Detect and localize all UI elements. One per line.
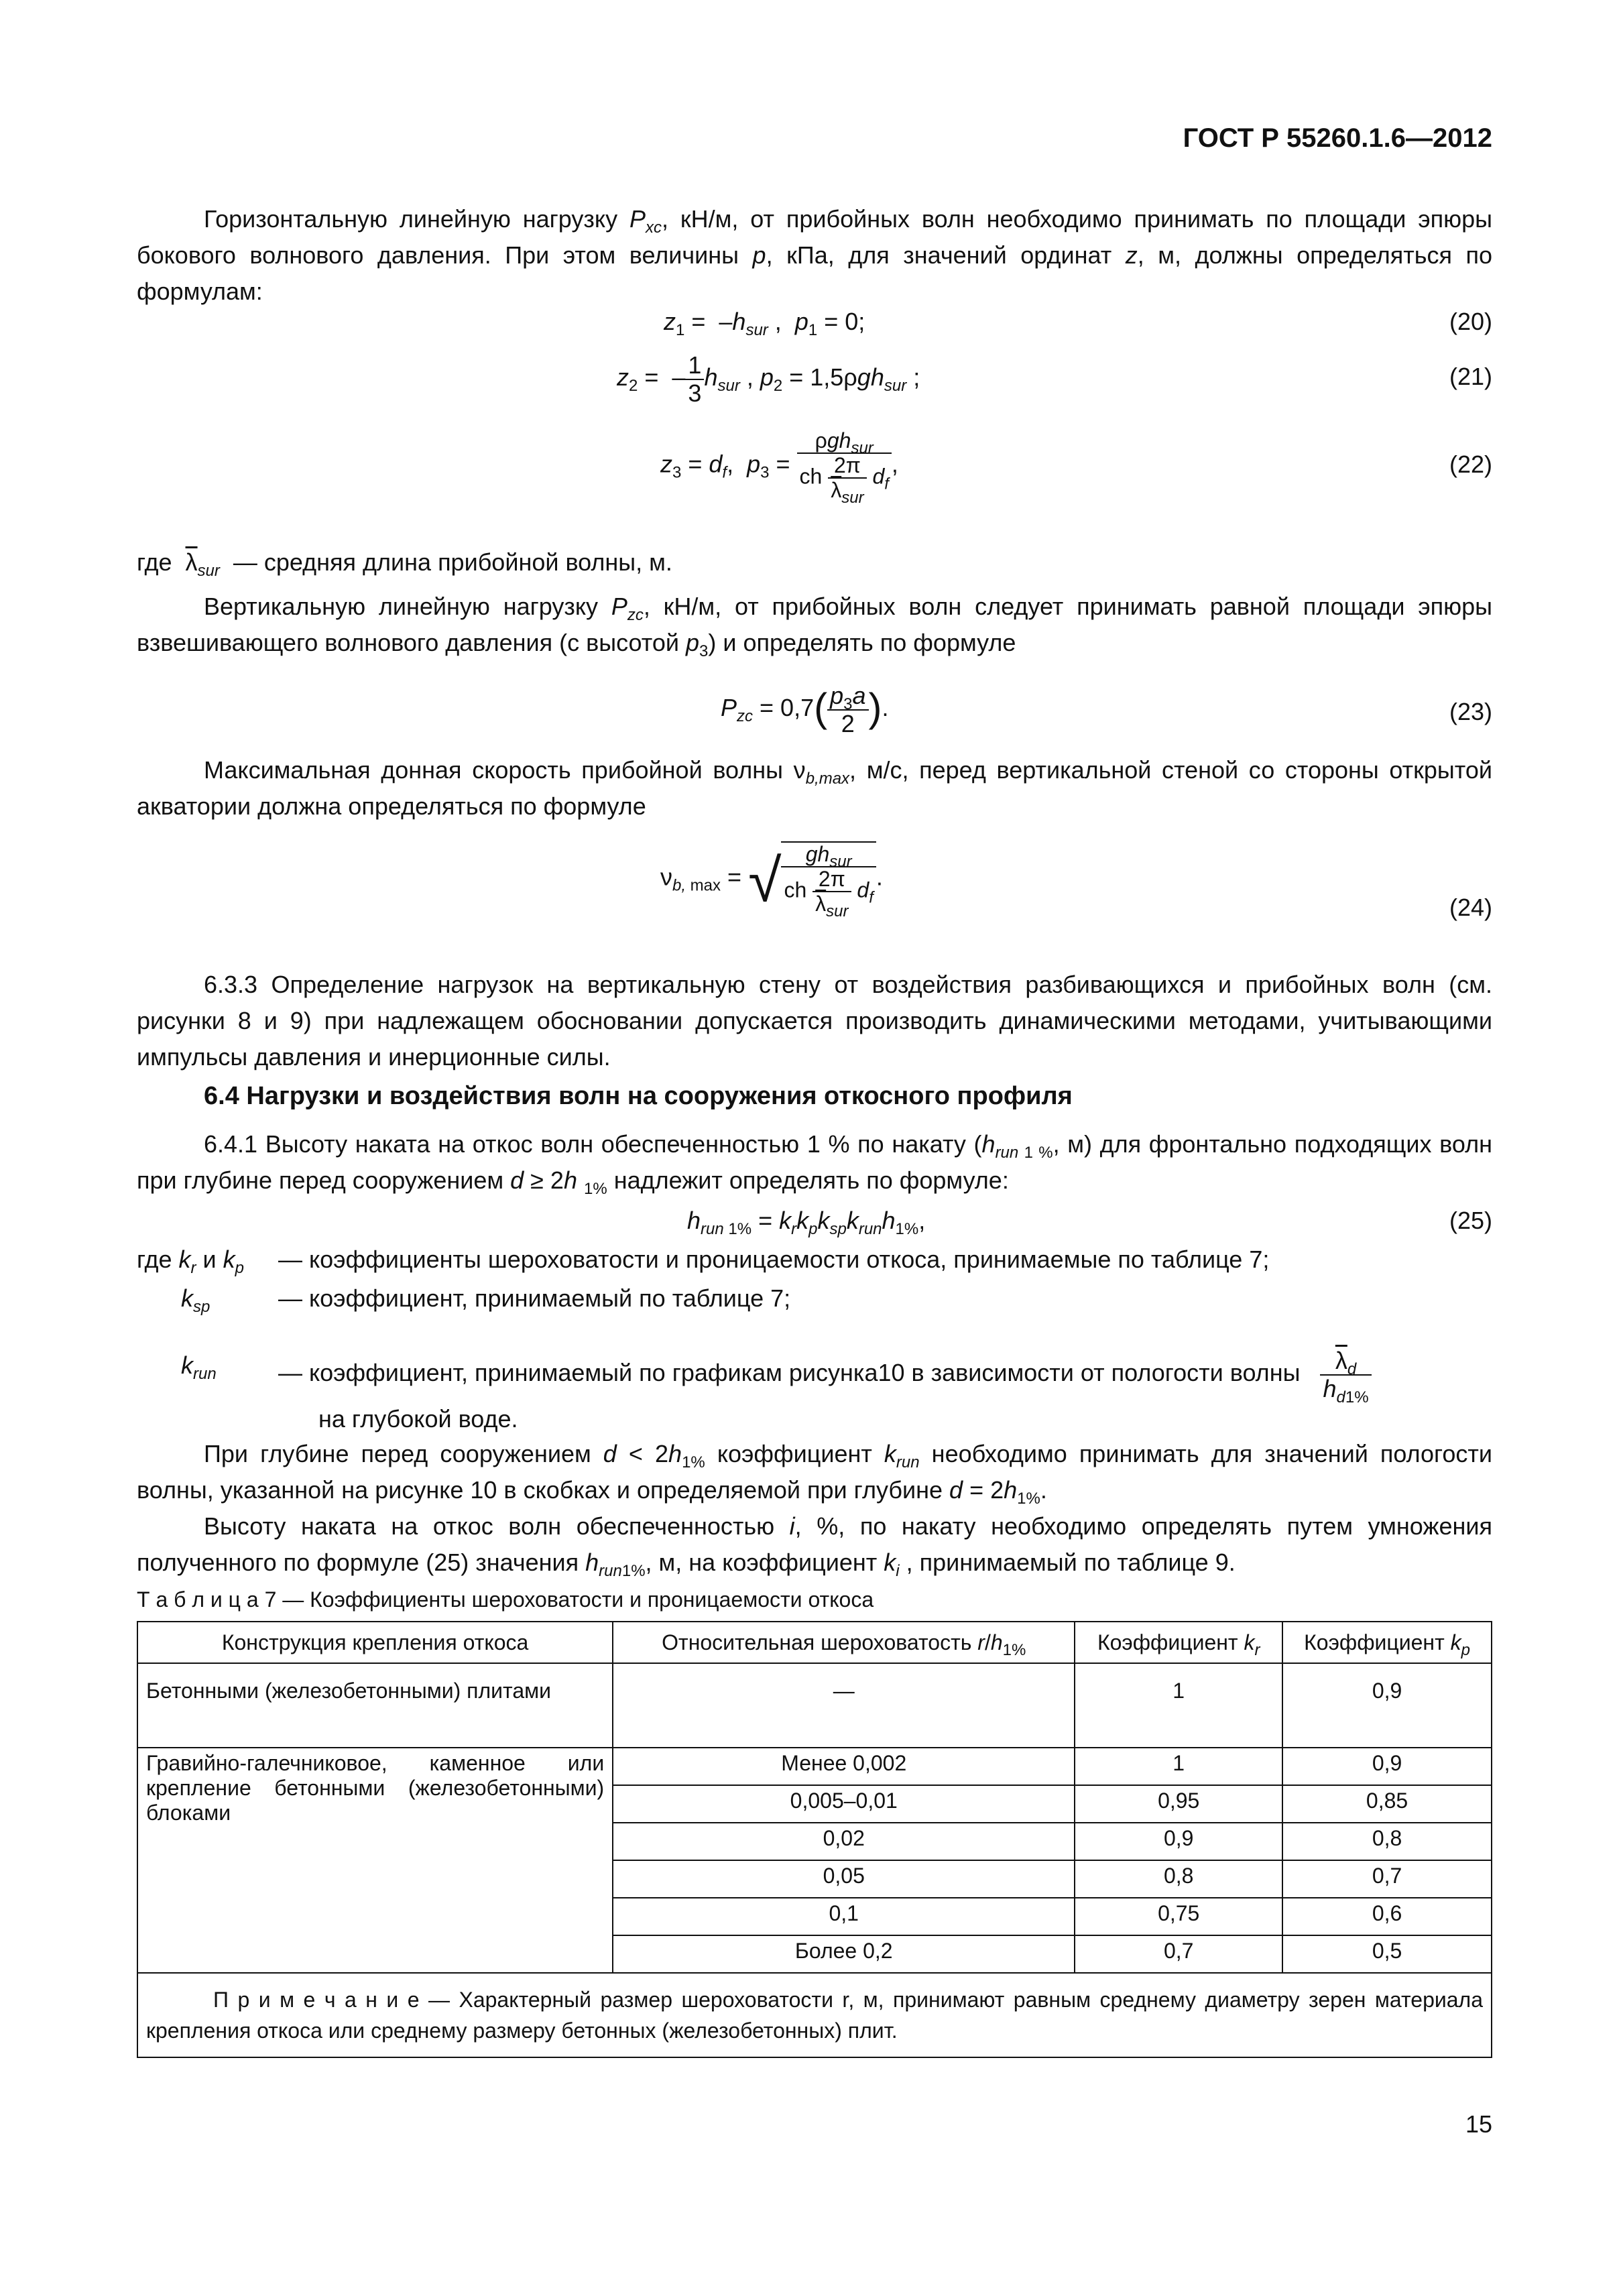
table-note	[137, 1973, 1492, 2057]
cell-kp: 0,8	[1282, 1823, 1492, 1860]
where-lambda-definition: где $\overline{\lambda}_{sur}$ — средняя длина прибойной волны, м.	[137, 548, 672, 580]
header-roughness: Относительная шероховатость $r/h_{1\%}$	[613, 1622, 1075, 1663]
paragraph-6-4-1: 6.4.1 Высоту наката на откос волн обеспеченностью 1 % по накату ($h_{run 1 \%}$, м) для фронтально подходящих волн при глубине перед сооружением d ≥ 2h $_{1\%}$ надлежит определять по формуле:	[137, 1130, 1493, 1198]
cell-roughness: 0,1	[613, 1898, 1075, 1935]
table-row	[137, 1748, 1492, 1785]
paragraph-6-3-3: 6.3.3 Определение нагрузок на вертикальную стену от воздействия разбивающихся и прибойных волн (см. рисунки 8 и 9) при надлежащем обосновании допускается производить динамическими методами, учитывающими импульсы давления и инерционные силы.	[137, 971, 1492, 1071]
formula-25: $h_{run 1\%} = k_rk_pk_{sp}k_{run}h_{1\%}$,	[687, 1207, 926, 1238]
cell-roughness: 0,005–0,01	[613, 1785, 1075, 1823]
cell-construction-group: Гравийно-галечниковое, каменное или крепление бетонными (железобетонными) блоками	[137, 1748, 613, 1973]
eq-number-20: (20)	[1449, 308, 1492, 335]
table-header-row	[137, 1622, 1492, 1663]
table-row	[137, 1663, 1492, 1748]
header-construction: Конструкция крепления откоса	[137, 1622, 613, 1663]
paragraph-horizontal-load: Горизонтальную линейную нагрузку $P_{xc}$, кН/м, от прибойных волн необходимо принимать по площади эпюры бокового волнового давления. При этом величины p, кПа, для значений ординат z, м, должны определяться по формулам:	[137, 205, 1492, 305]
table-7	[137, 1621, 1492, 2058]
cell-kr: 1	[1075, 1663, 1282, 1748]
cell-kp: 0,6	[1282, 1898, 1492, 1935]
definition-ksp-text: — коэффициент, принимаемый по таблице 7;	[278, 1284, 791, 1312]
cell-roughness: 0,02	[613, 1823, 1075, 1860]
cell-kr: 0,75	[1075, 1898, 1282, 1935]
formula-23: $P_{zc} = 0,7$( $\frac{p_3a}{2}$ ).	[721, 682, 889, 737]
definition-krun-label: — коэффициент, принимаемый по графикам рисунка10 в зависимости от пологости волны	[278, 1359, 1301, 1387]
eq-number-22: (22)	[1449, 450, 1492, 478]
eq-number-21: (21)	[1449, 363, 1492, 390]
cell-kr: 0,8	[1075, 1860, 1282, 1898]
paragraph-vertical-load: Вертикальную линейную нагрузку $P_{zc}$, кН/м, от прибойных волн следует принимать равной площади эпюры взвешивающего волнового давления (с высотой $p_3$) и определять по формуле	[137, 593, 1493, 660]
header-kr: Коэффициент $k_r$	[1075, 1622, 1282, 1663]
eq-number-25: (25)	[1449, 1207, 1492, 1234]
page-number: 15	[1465, 2110, 1492, 2138]
cell-roughness: —	[613, 1663, 1075, 1748]
formula-24: $\nu_{b, max}$ = √ $gh_{sur}$ ch $\frac{2\pi}{\overline{\lambda}_{sur}}$ $d_f$ .	[660, 842, 883, 921]
definition-ksp: $k_{sp}$	[181, 1284, 211, 1316]
cell-construction: Бетонными (железобетонными) плитами	[137, 1663, 613, 1748]
cell-kr: 0,9	[1075, 1823, 1282, 1860]
eq-number-24: (24)	[1449, 894, 1492, 921]
where-lambda-text: — средняя длина прибойной волны, м.	[233, 548, 672, 576]
definition-krun-text: — коэффициент, принимаемый по графикам рисунка10 в зависимости от пологости волны $\frac{\overline{\lambda}_d}{h_{d1\%}}$	[278, 1347, 1372, 1402]
paragraph-runup: Высоту наката на откос волн обеспеченностью i, %, по накату необходимо определять путем умножения полученного по формуле (25) значения $h_{run1\%}$, м, на коэффициент $k_i$ , принимаемый по таблице 9.	[137, 1512, 1492, 1580]
formula-22: $z_3 = d_f$, $p_3$ = ρgh$_{sur}$ ch $\frac{2\pi}{\overline{\lambda}_{sur}}$ $d_f$ ,	[660, 428, 898, 507]
formula-20: $z_1 = -h_{sur}$ , $p_1 = 0$;	[664, 308, 865, 339]
standard-header: ГОСТ Р 55260.1.6—2012	[1183, 123, 1492, 153]
table-7-caption: Т а б л и ц а 7 — Коэффициенты шероховатости и проницаемости откоса	[137, 1587, 874, 1612]
cell-roughness: 0,05	[613, 1860, 1075, 1898]
paragraph-depth: При глубине перед сооружением $d < 2h_{1\%}$ коэффициент $k_{run}$ необходимо принимать для значений пологости волны, указанной на рисунке 10 в скобках и определяемой при глубине $d = 2h_{1\%}$.	[137, 1440, 1492, 1508]
definition-krun: $k_{run}$	[181, 1351, 217, 1383]
definition-kr-kp: где $k_r$ и $k_p$	[137, 1246, 245, 1277]
definition-kr-kp-text: — коэффициенты шероховатости и проницаемости откоса, принимаемые по таблице 7;	[278, 1246, 1270, 1273]
cell-kr: 0,95	[1075, 1785, 1282, 1823]
formula-21: $z_2$ = – $\frac{1}{3}$ $h_{sur}$ , $p_2 = 1,5\rho gh_{sur}$ ;	[617, 351, 920, 407]
note-text: Характерный размер шероховатости r, м, принимают равным среднему диаметру зерен материала крепления откоса или среднему размеру бетонных (железобетонных) плит.	[146, 1988, 1484, 2043]
cell-kp: 0,5	[1282, 1935, 1492, 1973]
eq-number-23: (23)	[1449, 698, 1492, 725]
cell-kp: 0,85	[1282, 1785, 1492, 1823]
cell-roughness: Менее 0,002	[613, 1748, 1075, 1785]
definition-krun-tail: на глубокой воде.	[318, 1405, 518, 1433]
cell-kp: 0,9	[1282, 1663, 1492, 1748]
cell-kp: 0,7	[1282, 1860, 1492, 1898]
section-6-4-heading: 6.4 Нагрузки и воздействия волн на сооружения откосного профиля	[204, 1082, 1073, 1110]
header-kp: Коэффициент $k_p$	[1282, 1622, 1492, 1663]
cell-kr: 1	[1075, 1748, 1282, 1785]
cell-roughness: Более 0,2	[613, 1935, 1075, 1973]
cell-kp: 0,9	[1282, 1748, 1492, 1785]
note-label: П р и м е ч а н и е —	[213, 1988, 450, 2012]
paragraph-bottom-velocity: Максимальная донная скорость прибойной волны $\nu_{b,max}$, м/с, перед вертикальной стеной со стороны открытой акватории должна определяться по формуле	[137, 756, 1492, 820]
table-note-row	[137, 1973, 1492, 2057]
cell-kr: 0,7	[1075, 1935, 1282, 1973]
